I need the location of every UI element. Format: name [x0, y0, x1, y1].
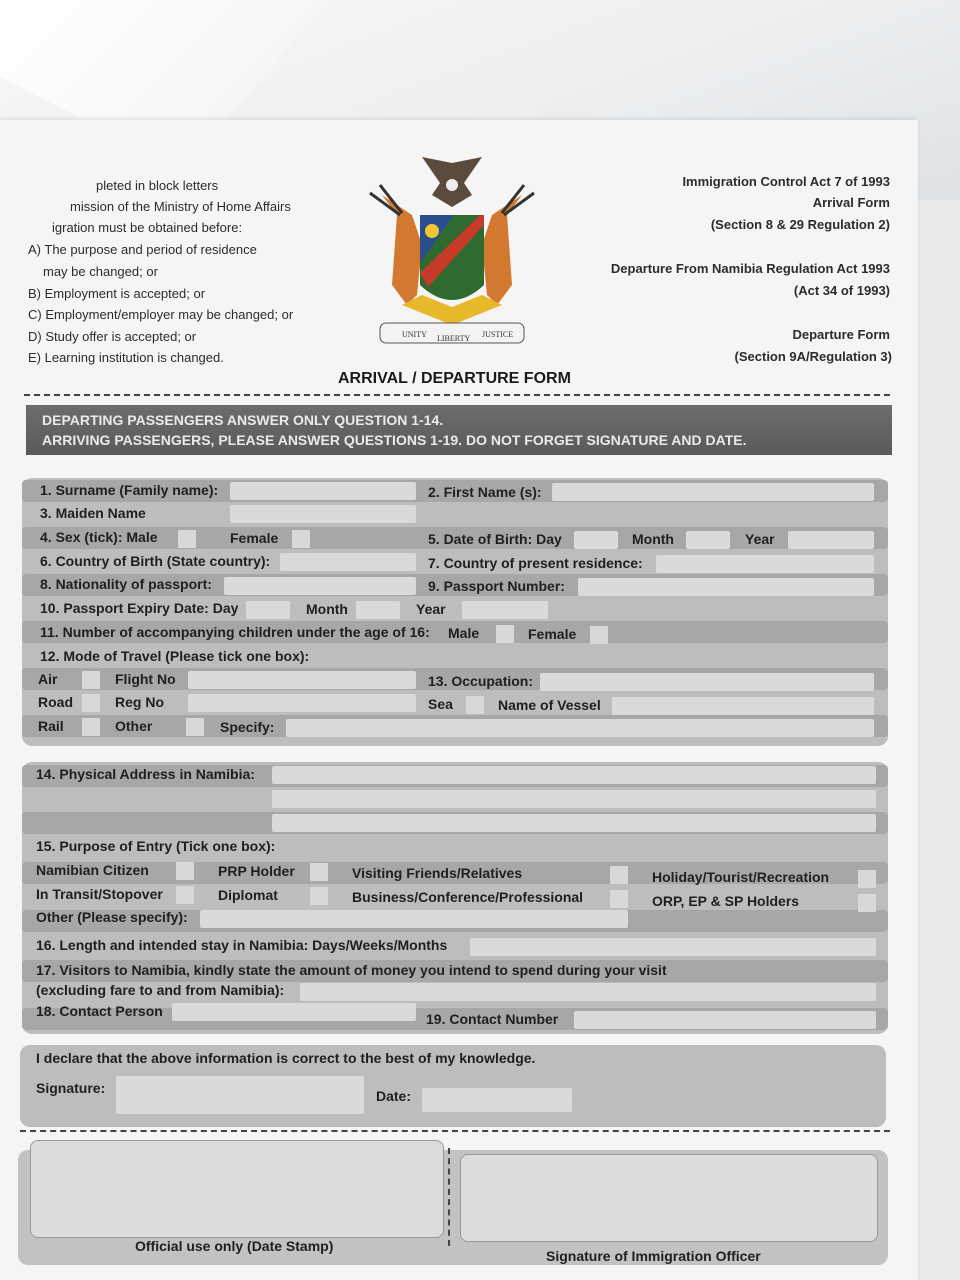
expiry-year-label: Year — [416, 601, 446, 617]
dob-month-field[interactable] — [686, 531, 730, 549]
officer-signature-box[interactable] — [460, 1154, 878, 1242]
officer-label: Signature of Immigration Officer — [546, 1248, 761, 1264]
signature-field[interactable] — [116, 1076, 364, 1114]
legal-line: Immigration Control Act 7 of 1993 — [682, 174, 890, 189]
cut-line — [20, 1130, 890, 1132]
legal-line: Departure Form — [792, 327, 890, 342]
form-title: ARRIVAL / DEPARTURE FORM — [338, 370, 571, 387]
orp-label: ORP, EP & SP Holders — [652, 893, 800, 909]
other-purpose-field[interactable] — [200, 910, 628, 928]
contact-person-field[interactable] — [172, 1003, 416, 1021]
address-field-2[interactable] — [272, 790, 876, 808]
sex-label: 4. Sex (tick): Male — [40, 529, 158, 545]
sea-checkbox[interactable] — [466, 696, 484, 714]
official-use-label: Official use only (Date Stamp) — [135, 1238, 334, 1254]
stay-length-label: 16. Length and intended stay in Namibia: Days/Weeks/Months — [36, 937, 448, 953]
vertical-divider — [448, 1148, 450, 1246]
dob-day-field[interactable] — [574, 531, 618, 549]
intro-line: A) The purpose and period of residence — [28, 242, 257, 257]
maiden-name-field[interactable] — [230, 505, 416, 523]
dashed-divider — [24, 394, 890, 396]
occupation-field[interactable] — [540, 673, 874, 691]
intro-line: B) Employment is accepted; or — [28, 286, 206, 301]
business-label: Business/Conference/Professional — [352, 889, 584, 905]
crest-banner-mid: LIBERTY — [437, 334, 471, 343]
specify-field[interactable] — [286, 719, 874, 737]
visiting-label: Visiting Friends/Relatives — [352, 865, 523, 881]
birth-country-label: 6. Country of Birth (State country): — [40, 553, 271, 569]
sex-female-checkbox[interactable] — [292, 530, 310, 548]
citizen-checkbox[interactable] — [176, 862, 194, 880]
signature-label: Signature: — [36, 1080, 106, 1096]
address-field-1[interactable] — [272, 766, 876, 784]
money-field[interactable] — [300, 983, 876, 1001]
date-field[interactable] — [422, 1088, 572, 1112]
other-label: Other — [115, 718, 153, 734]
stay-length-field[interactable] — [470, 938, 876, 956]
birth-country-field[interactable] — [280, 553, 416, 571]
residence-country-field[interactable] — [656, 555, 874, 573]
intro-line: D) Study offer is accepted; or — [28, 329, 197, 344]
sex-male-checkbox[interactable] — [178, 530, 196, 548]
instructions-line-2: ARRIVING PASSENGERS, PLEASE ANSWER QUESTIONS 1-19. DO NOT FORGET SIGNATURE AND DATE. — [42, 432, 747, 448]
expiry-year-field[interactable] — [462, 601, 548, 619]
expiry-month-label: Month — [306, 601, 348, 617]
orp-checkbox[interactable] — [858, 894, 876, 912]
intro-line: mission of the Ministry of Home Affairs — [70, 199, 291, 214]
legal-line: Arrival Form — [812, 195, 890, 210]
legal-line: Departure From Namibia Regulation Act 1993 — [610, 261, 890, 276]
expiry-day-field[interactable] — [246, 601, 290, 619]
intro-line: E) Learning institution is changed. — [28, 350, 224, 365]
children-male-box[interactable] — [496, 625, 514, 643]
instructions-banner — [26, 405, 892, 455]
other-purpose-label: Other (Please specify): — [36, 909, 188, 925]
diplomat-checkbox[interactable] — [310, 887, 328, 905]
date-stamp-box — [30, 1140, 444, 1238]
transit-label: In Transit/Stopover — [36, 886, 163, 902]
holiday-label: Holiday/Tourist/Recreation — [652, 869, 830, 885]
citizen-label: Namibian Citizen — [36, 862, 149, 878]
dob-month-label: Month — [632, 531, 674, 547]
prp-checkbox[interactable] — [310, 863, 328, 881]
business-checkbox[interactable] — [610, 890, 628, 908]
children-female-box[interactable] — [590, 626, 608, 644]
residence-country-label: 7. Country of present residence: — [428, 555, 643, 571]
sea-label: Sea — [428, 696, 453, 712]
date-label: Date: — [376, 1088, 412, 1104]
passport-expiry-label: 10. Passport Expiry Date: Day — [40, 600, 239, 616]
prp-label: PRP Holder — [218, 863, 295, 879]
declaration-text: I declare that the above information is correct to the best of my knowledge. — [36, 1050, 536, 1066]
contact-number-field[interactable] — [574, 1011, 876, 1029]
transit-checkbox[interactable] — [176, 886, 194, 904]
dob-year-field[interactable] — [788, 531, 874, 549]
vessel-label: Name of Vessel — [498, 697, 601, 713]
instructions-line-1: DEPARTING PASSENGERS ANSWER ONLY QUESTION 1-14. — [42, 412, 444, 428]
children-male-label: Male — [448, 625, 480, 641]
legal-line: (Act 34 of 1993) — [793, 283, 890, 298]
sex-female-label: Female — [230, 530, 279, 546]
maiden-name-label: 3. Maiden Name — [40, 505, 146, 521]
first-name-field[interactable] — [552, 483, 874, 501]
expiry-month-field[interactable] — [356, 601, 400, 619]
reg-no-label: Reg No — [115, 694, 164, 710]
travel-mode-label: 12. Mode of Travel (Please tick one box): — [40, 648, 310, 664]
children-female-label: Female — [528, 626, 577, 642]
air-checkbox[interactable] — [82, 671, 100, 689]
nationality-field[interactable] — [224, 577, 416, 595]
crest-banner-left: UNITY — [402, 330, 427, 339]
surname-label: 1. Surname (Family name): — [40, 482, 219, 498]
legal-line: (Section 9A/Regulation 3) — [734, 349, 892, 364]
namibia-coat-of-arms-icon — [362, 155, 542, 355]
money-label-sub: (excluding fare to and from Namibia): — [36, 982, 285, 998]
passport-number-label: 9. Passport Number: — [428, 578, 565, 594]
diplomat-label: Diplomat — [218, 887, 278, 903]
flight-no-label: Flight No — [115, 671, 176, 687]
nationality-label: 8. Nationality of passport: — [40, 576, 212, 592]
legal-line: (Section 8 & 29 Regulation 2) — [710, 217, 890, 232]
air-label: Air — [38, 671, 58, 687]
intro-line: pleted in block letters — [96, 178, 219, 193]
contact-number-label: 19. Contact Number — [426, 1011, 559, 1027]
dob-label: 5. Date of Birth: Day — [428, 531, 562, 547]
rail-checkbox[interactable] — [82, 718, 100, 736]
surname-field[interactable] — [230, 482, 416, 500]
vessel-field[interactable] — [612, 697, 874, 715]
reg-no-field[interactable] — [188, 694, 416, 712]
road-label: Road — [38, 694, 73, 710]
visiting-checkbox[interactable] — [610, 866, 628, 884]
flight-no-field[interactable] — [188, 671, 416, 689]
contact-person-label: 18. Contact Person — [36, 1003, 163, 1019]
intro-line: igration must be obtained before: — [52, 220, 243, 235]
intro-line: C) Employment/employer may be changed; or — [28, 307, 294, 322]
first-name-label: 2. First Name (s): — [428, 484, 542, 500]
crest-banner-right: JUSTICE — [482, 330, 514, 339]
other-checkbox[interactable] — [186, 718, 204, 736]
rail-label: Rail — [38, 718, 64, 734]
holiday-checkbox[interactable] — [858, 870, 876, 888]
passport-number-field[interactable] — [578, 578, 874, 596]
occupation-label: 13. Occupation: — [428, 673, 534, 689]
dob-year-label: Year — [745, 531, 775, 547]
money-label: 17. Visitors to Namibia, kindly state the amount of money you intend to spend during your visit — [36, 962, 667, 978]
purpose-label: 15. Purpose of Entry (Tick one box): — [36, 838, 276, 854]
address-field-3[interactable] — [272, 814, 876, 832]
address-label: 14. Physical Address in Namibia: — [36, 766, 255, 782]
intro-line: may be changed; or — [43, 264, 158, 279]
road-checkbox[interactable] — [82, 694, 100, 712]
specify-label: Specify: — [220, 719, 275, 735]
children-label: 11. Number of accompanying children under the age of 16: — [40, 624, 430, 640]
